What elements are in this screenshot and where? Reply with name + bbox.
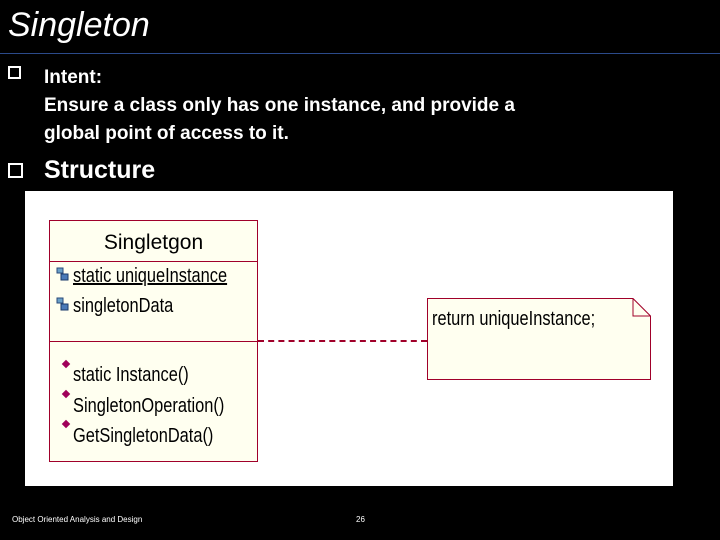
attribute-singletondata: singletonData <box>73 295 174 317</box>
structure-heading: Structure <box>44 156 156 184</box>
operation-static-instance: static Instance() <box>73 364 189 386</box>
static-attribute-icon <box>56 267 70 281</box>
operation-icon <box>62 360 70 368</box>
class-separator <box>50 261 257 262</box>
operation-getsingletondata: GetSingletonData() <box>73 425 214 447</box>
operation-icon <box>62 420 70 428</box>
uml-diagram-panel <box>25 191 673 486</box>
title-rule <box>0 53 720 54</box>
footer-course-title: Object Oriented Analysis and Design <box>12 515 143 524</box>
uml-note <box>427 298 651 380</box>
operation-icon <box>62 390 70 398</box>
attribute-static-uniqueinstance: static uniqueInstance <box>73 265 228 287</box>
operation-singletonoperation: SingletonOperation() <box>73 395 225 417</box>
bullet-box-icon <box>8 163 23 178</box>
slide-title: Singleton <box>8 6 150 44</box>
intent-text-line-1: Ensure a class only has one instance, and provide a <box>44 95 515 116</box>
dashed-note-link <box>258 340 427 342</box>
bullet-box-icon <box>8 66 21 79</box>
footer-page-number: 26 <box>356 515 365 524</box>
class-separator <box>50 341 257 342</box>
note-text: return uniqueInstance; <box>432 308 596 330</box>
intent-text-line-2: global point of access to it. <box>44 123 289 144</box>
attribute-icon <box>56 297 70 311</box>
intent-heading: Intent: <box>44 67 103 88</box>
class-name: Singletgon <box>103 231 204 254</box>
uml-class-box <box>49 220 258 462</box>
